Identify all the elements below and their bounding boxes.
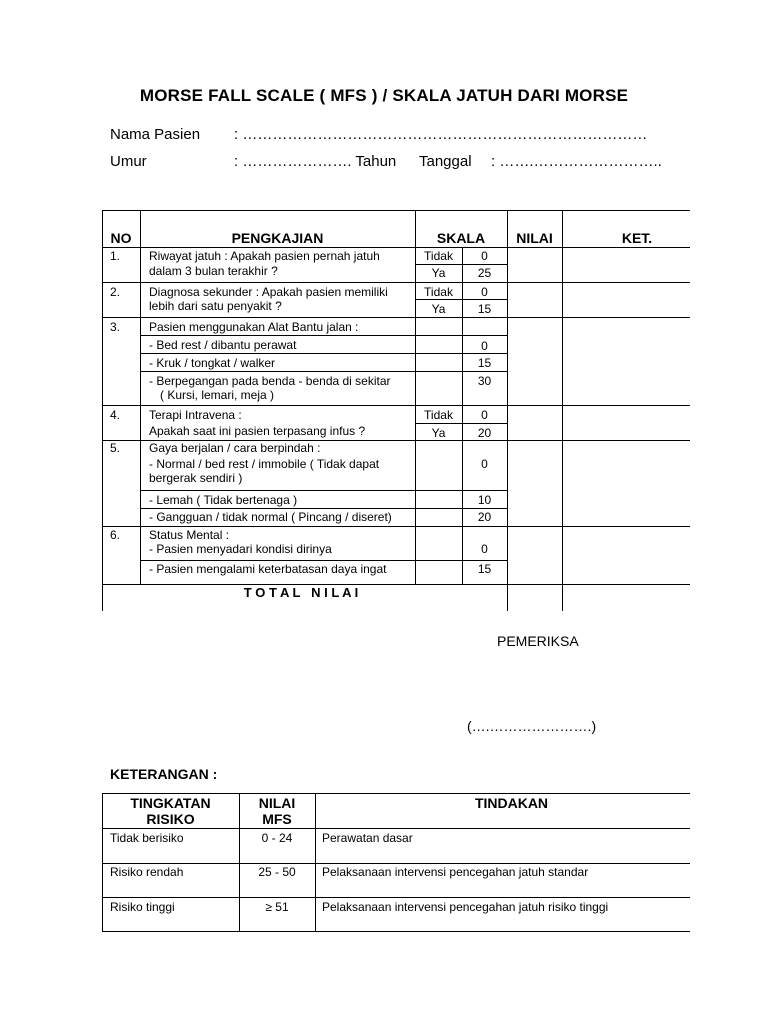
row3-option-c-line2: ( Kursi, lemari, meja ) [160,388,275,402]
row6-option-b: - Pasien mengalami keterbatasan daya ingat [149,562,387,576]
row5-heading: Gaya berjalan / cara berpindah : [149,441,321,455]
examiner-label: PEMERIKSA [497,633,579,649]
row1-no: 1. [110,249,121,263]
row3-heading: Pasien menggunakan Alat Bantu jalan : [149,320,359,334]
legend-row-score: 25 - 50 [258,865,296,879]
row2-option-yes: Ya [431,302,446,316]
header-value: NILAI [516,230,553,246]
row3-score-c: 30 [477,374,492,388]
legend-row-score: ≥ 51 [265,900,289,914]
legend-header-score-line1: NILAI [258,795,296,811]
row2-score-yes: 15 [477,302,492,316]
row4-option-yes: Ya [431,426,446,440]
row6-heading: Status Mental : [149,528,230,542]
row4-question-line1: Terapi Intravena : [149,408,242,422]
legend-row-level: Risiko tinggi [110,900,175,914]
examiner-signature-field[interactable]: (….………………….) [467,718,597,734]
row3-option-b: - Kruk / tongkat / walker [149,356,276,370]
row2-score-no: 0 [481,285,488,299]
row4-score-yes: 20 [477,426,492,440]
row1-option-yes: Ya [431,266,446,280]
patient-age-label: Umur [110,153,147,170]
row5-no: 5. [110,441,121,455]
row4-no: 4. [110,408,121,422]
page-title: MORSE FALL SCALE ( MFS ) / SKALA JATUH DARI MORSE [139,86,629,105]
legend-header-level-line2: RISIKO [146,811,195,827]
row4-question-line2: Apakah saat ini pasien terpasang infus ? [149,424,366,438]
patient-age-field[interactable]: : …………………. Tahun [234,153,397,170]
row2-question-line1: Diagnosa sekunder : Apakah pasien memiliki [149,285,388,299]
row1-option-no: Tidak [424,249,453,263]
header-scale: SKALA [436,230,486,246]
row3-score-b: 15 [477,356,492,370]
row3-no: 3. [110,320,121,334]
row3-option-c-line1: - Berpegangan pada benda - benda di sekitar [149,374,391,388]
date-field[interactable]: : …….…………………….. [491,153,662,170]
date-label: Tanggal [419,153,472,170]
legend-title: KETERANGAN : [110,766,218,782]
header-no: NO [110,230,132,246]
legend-header-action: TINDAKAN [474,795,549,811]
row1-question-line1: Riwayat jatuh : Apakah pasien pernah jatuh [149,249,380,263]
row4-option-no: Tidak [424,408,453,422]
row2-option-no: Tidak [424,285,453,299]
header-assessment: PENGKAJIAN [231,230,324,246]
header-note: KET. [621,230,653,246]
legend-row-action: Pelaksanaan intervensi pencegahan jatuh risiko tinggi [322,900,609,914]
patient-name-field[interactable]: : ……………………………………………………………………… [234,126,648,143]
legend-row-level: Tidak berisiko [110,831,184,845]
row6-option-a: - Pasien menyadari kondisi dirinya [149,542,332,556]
row5-score-b: 10 [477,493,492,507]
legend-row-action: Pelaksanaan intervensi pencegahan jatuh standar [322,865,589,879]
legend-row-action: Perawatan dasar [322,831,413,845]
row1-score-yes: 25 [477,266,492,280]
legend-row-level: Risiko rendah [110,865,184,879]
row5-option-b: - Lemah ( Tidak bertenaga ) [149,493,298,507]
patient-name-label: Nama Pasien [110,126,201,143]
row5-option-a-line2: bergerak sendiri ) [149,471,243,485]
row4-score-no: 0 [481,408,488,422]
row1-score-no: 0 [481,249,488,263]
row5-score-a: 0 [481,457,488,471]
row2-no: 2. [110,285,121,299]
row5-score-c: 20 [477,510,492,524]
row3-score-a: 0 [481,339,488,353]
row6-score-a: 0 [481,542,488,556]
legend-header-score-line2: MFS [262,811,292,827]
row6-score-b: 15 [477,562,492,576]
row3-option-a: - Bed rest / dibantu perawat [149,338,297,352]
row5-option-c: - Gangguan / tidak normal ( Pincang / diseret) [149,510,392,524]
legend-row-score: 0 - 24 [261,831,293,845]
legend-header-level-line1: TINGKATAN [130,795,211,811]
row5-option-a-line1: - Normal / bed rest / immobile ( Tidak dapat [149,457,380,471]
row1-question-line2: dalam 3 bulan terakhir ? [149,264,278,278]
row2-question-line2: lebih dari satu penyakit ? [149,299,282,313]
total-score-label: T O T A L N I L A I [243,585,359,600]
row6-no: 6. [110,528,121,542]
